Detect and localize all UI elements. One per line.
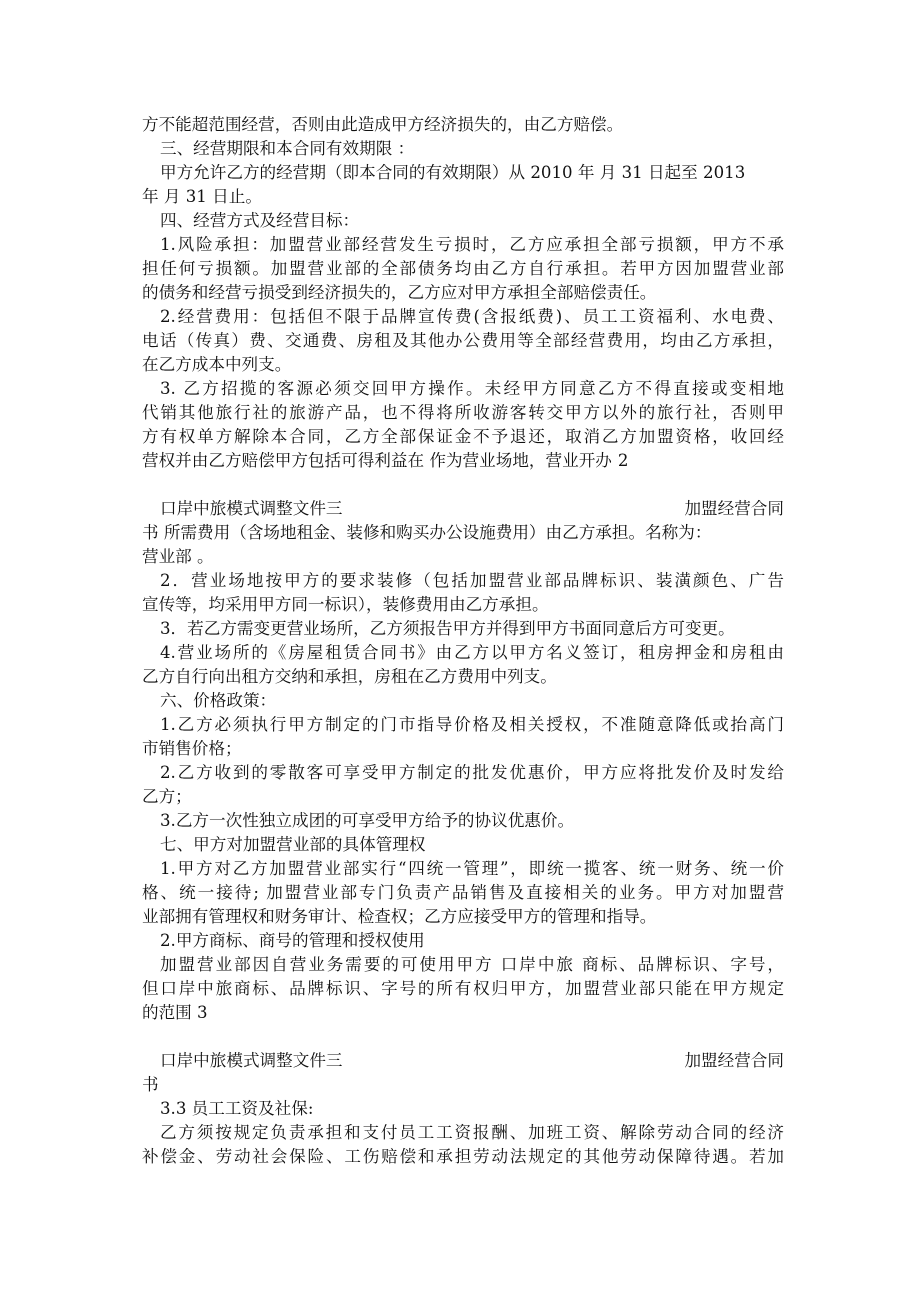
section-heading: 三、经营期限和本合同有效期限 ： bbox=[160, 139, 415, 158]
text-line: 代销其他旅行社的旅游产品，也不得将所收游客转交甲方以外的旅行社，否则甲 bbox=[142, 403, 784, 422]
text-line bbox=[142, 449, 802, 473]
text-line: 市销售价格； bbox=[142, 739, 242, 758]
text-line: 3.乙方一次性独立成团的可享受甲方给予的协议优惠价。 bbox=[160, 811, 575, 830]
text-line: 书 bbox=[142, 1075, 159, 1094]
text-line: 营业部 。 bbox=[142, 547, 214, 566]
running-header-right: 加盟经营合同 bbox=[684, 499, 784, 518]
text-line: 4.营业场所的《房屋租赁合同书》由乙方以甲方名义签订，租房押金和房租由 bbox=[160, 643, 784, 662]
text-line: 担任何亏损额。加盟营业部的全部债务均由乙方自行承担。若甲方因加盟营业部 bbox=[142, 259, 784, 278]
text-line: 但口岸中旅商标、品牌标识、字号的所有权归甲方，加盟营业部只能在甲方规定 bbox=[142, 979, 784, 998]
text-line: 加盟营业部因自营业务需要的可使用甲方 口岸中旅 商标、品牌标识、字号， bbox=[160, 955, 784, 974]
text-line: 方有权单方解除本合同，乙方全部保证金不予退还，取消乙方加盟资格，收回经 bbox=[142, 427, 784, 446]
running-header-left: 口岸中旅模式调整文件三 bbox=[160, 1051, 343, 1070]
text-line: 业部拥有管理权和财务审计、检查权；乙方应接受甲方的管理和指导。 bbox=[142, 907, 657, 926]
text-line: 格、统一接待; 加盟营业部专门负责产品销售及直接相关的业务。甲方对加盟营 bbox=[142, 883, 784, 902]
text-line: 乙方须按规定负责承担和支付员工工资报酬、加班工资、解除劳动合同的经济 bbox=[160, 1123, 784, 1142]
section-heading: 六、价格政策： bbox=[160, 691, 277, 710]
text-line: 2.甲方商标、商号的管理和授权使用 bbox=[160, 931, 425, 950]
text-line: 乙方自行向出租方交纳和承担，房租在乙方费用中列支。 bbox=[142, 667, 557, 686]
text-line: 乙方； bbox=[142, 787, 192, 806]
text-line: 甲方允许乙方的经营期（即本合同的有效期限）从 2010 年 月 31 日起至 2013 bbox=[160, 163, 746, 182]
text-line: 补偿金、劳动社会保险、工伤赔偿和承担劳动法规定的其他劳动保障待遇。若加 bbox=[142, 1147, 784, 1166]
text-line: 3. 乙方招揽的客源必须交回甲方操作。未经甲方同意乙方不得直接或变相地 bbox=[160, 379, 784, 398]
text-line: 年 月 31 日止。 bbox=[142, 187, 262, 206]
text-line: 电话（传真）费、交通费、房租及其他办公费用等全部经营费用，均由乙方承担， bbox=[142, 331, 784, 350]
text-line: 书 所需费用（含场地租金、装修和购买办公设施费用）由乙方承担。名称为： bbox=[142, 523, 712, 542]
running-header-right: 加盟经营合同 bbox=[684, 1051, 784, 1070]
text-line: 的范围 3 bbox=[142, 1003, 208, 1022]
text-line: 方不能超范围经营，否则由此造成甲方经济损失的，由乙方赔偿。 bbox=[142, 115, 624, 134]
page-number: 2 bbox=[617, 451, 629, 470]
running-header-left: 口岸中旅模式调整文件三 bbox=[160, 499, 343, 518]
text-line: 2.乙方收到的零散客可享受甲方制定的批发优惠价，甲方应将批发价及时发给 bbox=[160, 763, 784, 782]
text-line: 宣传等，均采用甲方同一标识），装修费用由乙方承担。 bbox=[142, 595, 549, 614]
text-line: 2．营业场地按甲方的要求装修（包括加盟营业部品牌标识、装潢颜色、广告 bbox=[160, 571, 784, 590]
text-line: 的债务和经营亏损受到经济损失的，乙方应对甲方承担全部赔偿责任。 bbox=[142, 283, 657, 302]
text-line: 1.风险承担：加盟营业部经营发生亏损时，乙方应承担全部亏损额，甲方不承 bbox=[160, 235, 784, 254]
section-heading: 四、经营方式及经营目标： bbox=[160, 211, 360, 230]
text-line: 3．若乙方需变更营业场所，乙方须报告甲方并得到甲方书面同意后方可变更。 bbox=[160, 619, 735, 638]
text-line-content: 营权并由乙方赔偿甲方包括可得利益在 作为营业场地，营业开办 bbox=[142, 451, 612, 470]
text-line: 1.甲方对乙方加盟营业部实行“四统一管理”，即统一揽客、统一财务、统一价 bbox=[160, 859, 784, 878]
text-line: 2.经营费用：包括但不限于品牌宣传费(含报纸费)、员工工资福利、水电费、 bbox=[160, 307, 784, 326]
text-line: 1.乙方必须执行甲方制定的门市指导价格及相关授权，不准随意降低或抬高门 bbox=[160, 715, 784, 734]
text-line: 在乙方成本中列支。 bbox=[142, 355, 292, 374]
section-heading: 3.3 员工工资及社保: bbox=[160, 1099, 314, 1118]
section-heading: 七、甲方对加盟营业部的具体管理权 bbox=[160, 835, 426, 854]
